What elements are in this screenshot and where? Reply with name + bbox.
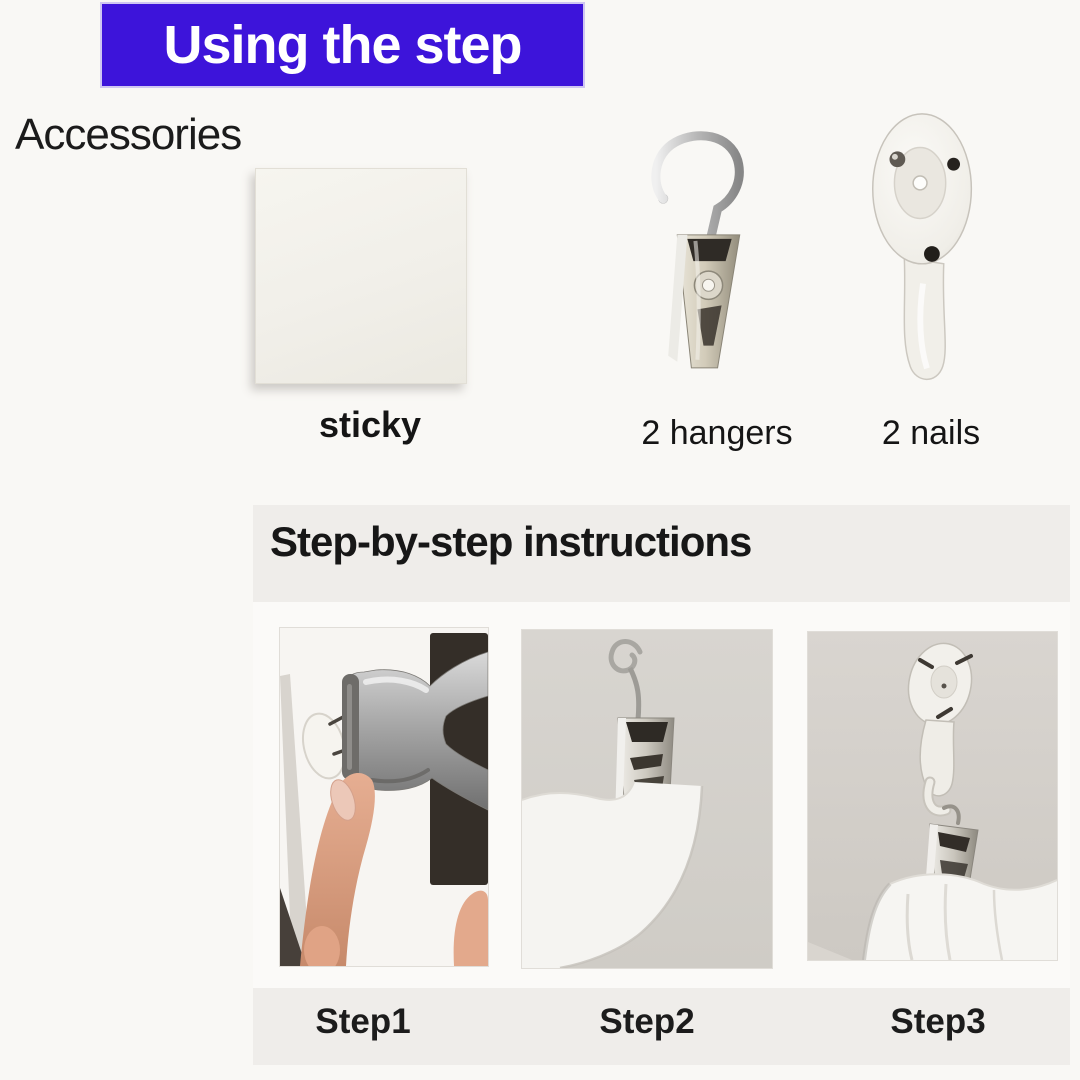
sticky-pad-label: sticky xyxy=(318,404,422,445)
step2-label: Step2 xyxy=(599,1002,695,1041)
nail-hook-image xyxy=(870,108,980,394)
title-banner xyxy=(100,2,585,88)
step1-label: Step1 xyxy=(315,1002,411,1041)
hanger-clip-image xyxy=(645,108,770,390)
step3-label: Step3 xyxy=(890,1002,986,1041)
accessories-heading: Accessories xyxy=(15,110,242,159)
step3-photo xyxy=(808,632,1057,960)
nail-hook-label: 2 nails xyxy=(881,414,981,452)
sticky-pad-image xyxy=(255,168,467,384)
instructions-heading: Step-by-step instructions xyxy=(270,518,752,565)
step1-photo xyxy=(280,628,488,966)
step2-clip-paper-illustration xyxy=(522,630,772,968)
nail-hook-icon xyxy=(870,108,980,394)
step3-hanging-illustration xyxy=(808,632,1057,960)
step2-photo xyxy=(522,630,772,968)
step1-hammering-illustration xyxy=(280,628,488,966)
hanger-clip-label: 2 hangers xyxy=(641,414,793,452)
hanger-clip-icon xyxy=(645,108,770,390)
banner-title: Using the step xyxy=(163,15,522,75)
